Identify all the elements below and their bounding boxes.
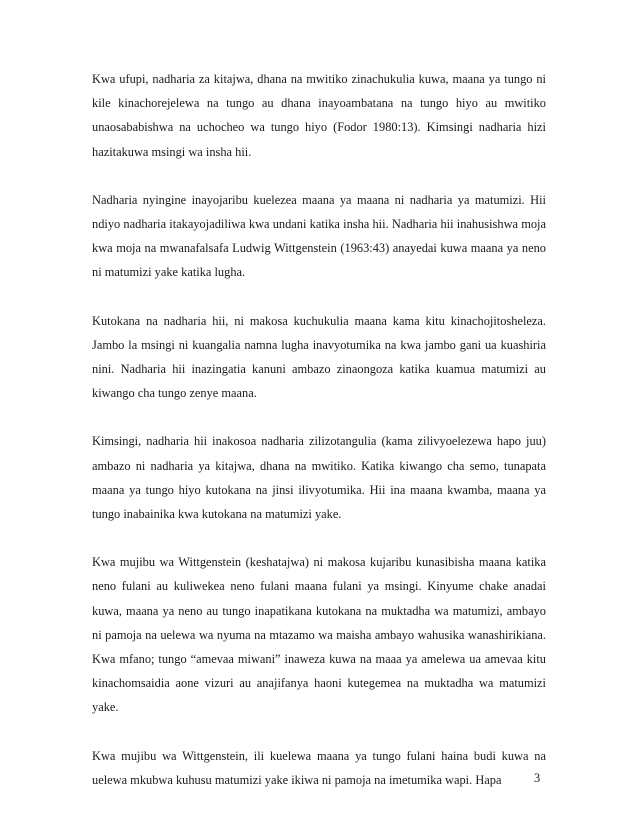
page-body bbox=[92, 67, 546, 816]
paragraph-3: Kutokana na nadharia hii, ni makosa kuchukulia maana kama kitu kinachojitosheleza. Jambo la msingi ni kuangalia namna lugha inavyotumika na kwa jambo gani ua kuashiria nini. Nadharia hii inazingatia kanuni ambazo zinaongoza katika kuamua matumizi au kiwango cha tungo zenye maana. bbox=[92, 313, 546, 401]
paragraph-6: Kwa mujibu wa Wittgenstein, ili kuelewa maana ya tungo fulani haina budi kuwa na uelewa mkubwa kuhusu matumizi yake ikiwa ni pamoja na imetumika wapi. Hapa bbox=[92, 748, 546, 787]
page-number: 3 bbox=[534, 771, 541, 785]
paragraph-5: Kwa mujibu wa Wittgenstein (keshatajwa) ni makosa kujaribu kunasibisha maana katika neno fulani au kuliwekea neno fulani maana fulani ya msingi. Kinyume chake anadai kuwa, maana ya neno au tungo inapatikana kutokana na muktadha wa matumizi, ambayo ni pamoja na uelewa wa nyuma na mtazamo wa maisha ambayo wahusika wanashirikiana. Kwa mfano; tungo “amevaa miwani” inaweza kuwa na maaa ya amelewa ua amevaa kitu kinachomsaidia aone vizuri au anajifanya haoni kutegemea na muktadha wa matumizi yake. bbox=[92, 555, 546, 715]
paragraph-2: Nadharia nyingine inayojaribu kuelezea maana ya maana ni nadharia ya matumizi. Hii ndiyo nadharia itakayojadiliwa kwa undani katika insha hii. Nadharia hii inahusishwa moja kwa moja na mwanafalsafa Ludwig Wittgenstein (1963:43) anayedai kuwa maana ya neno ni matumizi yake katika lugha. bbox=[92, 192, 546, 280]
paragraph-1: Kwa ufupi, nadharia za kitajwa, dhana na mwitiko zinachukulia kuwa, maana ya tungo ni kile kinachorejelewa na tungo au dhana inayoambatana na tungo hiyo au mwitiko unaosababishwa na uchocheo wa tungo hiyo (Fodor 1980:13). Kimsingi nadharia hizi hazitakuwa msingi wa insha hii. bbox=[92, 72, 546, 159]
paragraph-4: Kimsingi, nadharia hii inakosoa nadharia zilizotangulia (kama zilivyoelezewa hapo juu) ambazo ni nadharia ya kitajwa, dhana na mwitiko. Katika kiwango cha semo, tunapata maana ya tungo hiyo kutokana na jinsi ilivyotumika. Hii ina maana kwamba, maana ya tungo inabainika kwa kutokana na matumizi yake. bbox=[92, 434, 546, 522]
